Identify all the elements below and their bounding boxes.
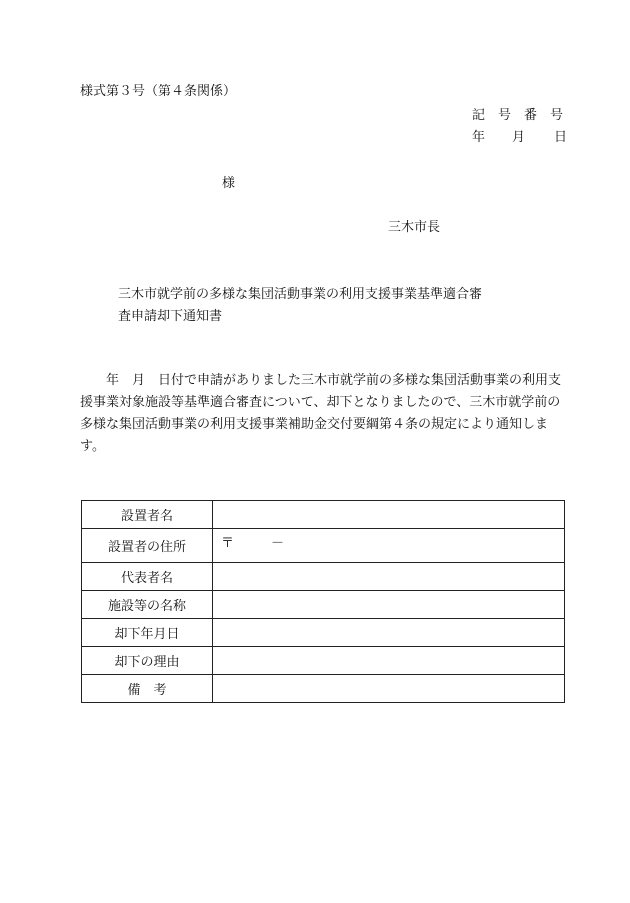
table-row	[82, 529, 565, 563]
info-table	[81, 500, 565, 703]
row-value-rejection-date	[213, 619, 565, 647]
row-label-remarks: 備 考	[82, 675, 213, 703]
doc-number-char: 記	[472, 108, 486, 123]
notice-body	[80, 370, 570, 458]
table-row	[82, 675, 565, 703]
sender-name: 三木市長	[388, 220, 441, 235]
postal-mark: 〒	[221, 536, 235, 551]
row-value-facility-name	[213, 591, 565, 619]
row-value-remarks	[213, 675, 565, 703]
postal-dash: －	[271, 536, 285, 551]
table-row	[82, 591, 565, 619]
row-label-rejection-date: 却下年月日	[82, 619, 213, 647]
doc-number-char: 号	[550, 108, 564, 123]
date-year: 年	[472, 130, 486, 145]
row-value-rejection-reason	[213, 647, 565, 675]
row-label-founder-name: 設置者名	[82, 501, 213, 529]
document-number-label	[472, 104, 563, 123]
notice-body-text: 年 月 日付で申請がありました三木市就学前の多様な集団活動事業の利用支援事業対象施設等基準適合審査について、却下となりましたので、三木市就学前の多様な集団活動事業の利用支援事業補助金交付要綱第４条の規定により通知します。	[80, 373, 562, 454]
table-row	[82, 501, 565, 529]
doc-number-char: 号	[498, 108, 512, 123]
form-number: 様式第３号（第４条関係）	[80, 84, 237, 99]
recipient-suffix: 様	[222, 176, 236, 191]
doc-number-char: 番	[524, 108, 538, 123]
table-row	[82, 563, 565, 591]
table-row	[82, 647, 565, 675]
table-row	[82, 619, 565, 647]
document-title-line2: 査申請却下通知書	[118, 309, 223, 324]
row-value-founder-address	[213, 529, 565, 563]
row-label-founder-address: 設置者の住所	[82, 529, 213, 563]
row-value-founder-name	[213, 501, 565, 529]
date-month: 月	[512, 130, 526, 145]
document-date-label	[472, 126, 567, 145]
row-value-representative	[213, 563, 565, 591]
row-label-facility-name: 施設等の名称	[82, 591, 213, 619]
row-label-representative: 代表者名	[82, 563, 213, 591]
date-day: 日	[554, 130, 568, 145]
document-title-line1: 三木市就学前の多様な集団活動事業の利用支援事業基準適合審	[118, 287, 483, 302]
row-label-rejection-reason: 却下の理由	[82, 647, 213, 675]
